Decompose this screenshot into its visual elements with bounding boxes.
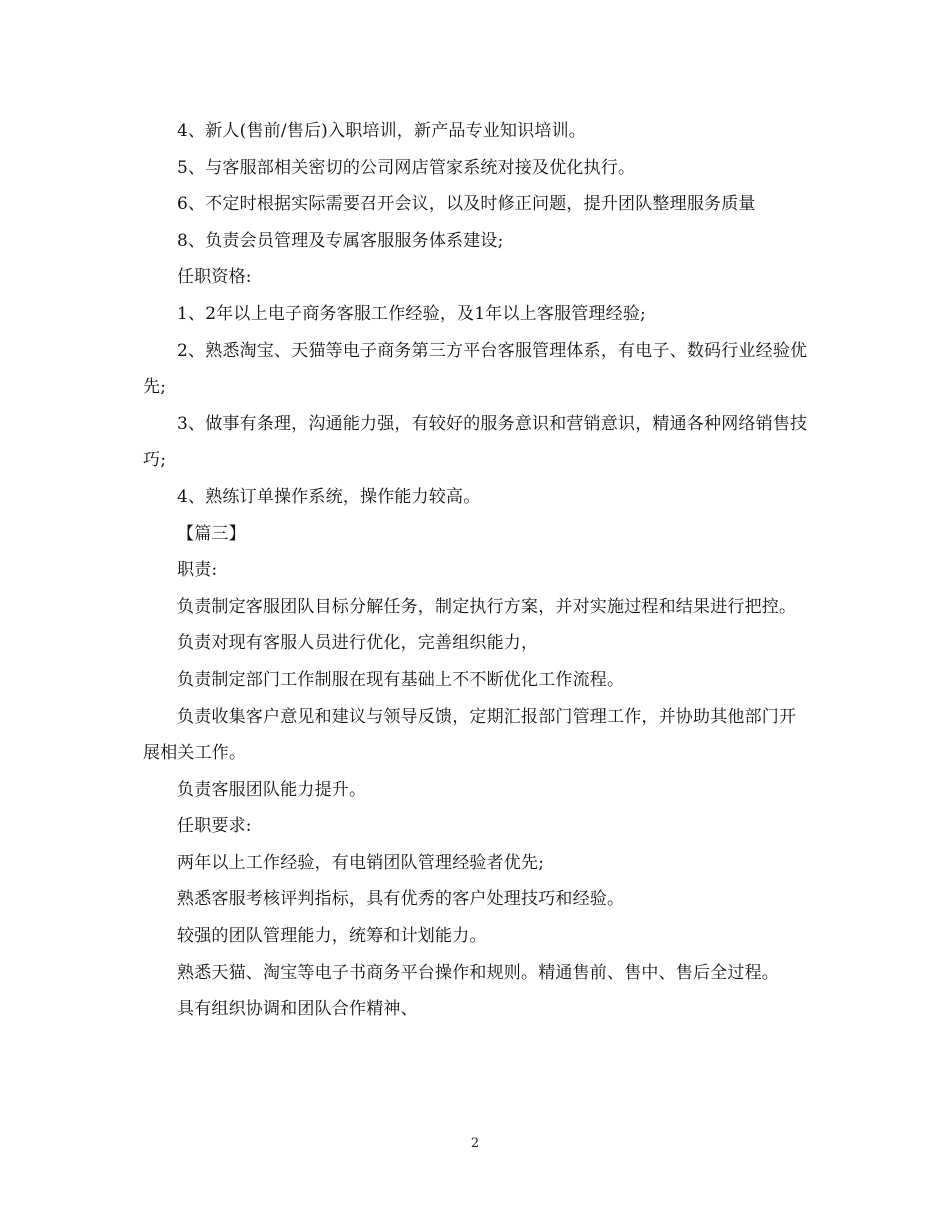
paragraph: 4、熟练订单操作系统，操作能力较高。 — [177, 486, 481, 507]
paragraph: 较强的团队管理能力，统筹和计划能力。 — [177, 926, 487, 947]
paragraph: 负责制定部门工作制服在现有基础上不不断优化工作流程。 — [177, 669, 625, 690]
paragraph: 具有组织协调和团队合作精神、 — [177, 999, 418, 1020]
paragraph: 5、与客服部相关密切的公司网店管家系统对接及优化执行。 — [177, 157, 636, 178]
paragraph: 熟悉客服考核评判指标，具有优秀的客户处理技巧和经验。 — [177, 889, 625, 910]
paragraph: 2、熟悉淘宝、天猫等电子商务第三方平台客服管理体系，有电子、数码行业经验优先; — [143, 340, 808, 398]
paragraph: 两年以上工作经验，有电销团队管理经验者优先; — [177, 852, 545, 873]
paragraph: 8、负责会员管理及专属客服服务体系建设; — [177, 230, 504, 251]
paragraph: 6、不定时根据实际需要召开会议，以及时修正问题，提升团队整理服务质量 — [177, 194, 756, 215]
section-label-requirements: 任职要求: — [177, 816, 252, 837]
paragraph: 1、2年以上电子商务客服工作经验，及1年以上客服管理经验; — [177, 303, 646, 324]
page-number: 2 — [470, 1136, 480, 1151]
paragraph: 4、新人(售前/售后)入职培训，新产品专业知识培训。 — [177, 121, 587, 141]
paragraph: 负责对现有客服人员进行优化，完善组织能力， — [177, 633, 539, 654]
paragraph: 负责客服团队能力提升。 — [177, 779, 367, 800]
section-label-qualifications: 任职资格: — [177, 267, 252, 288]
paragraph: 熟悉天猫、淘宝等电子书商务平台操作和规则。精通售前、售中、售后全过程。 — [177, 962, 779, 983]
section-heading: 【篇三】 — [177, 523, 246, 544]
section-label-duties: 职责: — [177, 560, 218, 581]
paragraph: 负责制定客服团队目标分解任务，制定执行方案，并对实施过程和结果进行把控。 — [177, 596, 797, 617]
paragraph: 3、做事有条理，沟通能力强，有较好的服务意识和营销意识，精通各种网络销售技巧; — [143, 413, 808, 471]
document-body — [143, 113, 808, 1028]
paragraph: 负责收集客户意见和建议与领导反馈，定期汇报部门管理工作，并协助其他部门开展相关工作。 — [143, 706, 797, 764]
